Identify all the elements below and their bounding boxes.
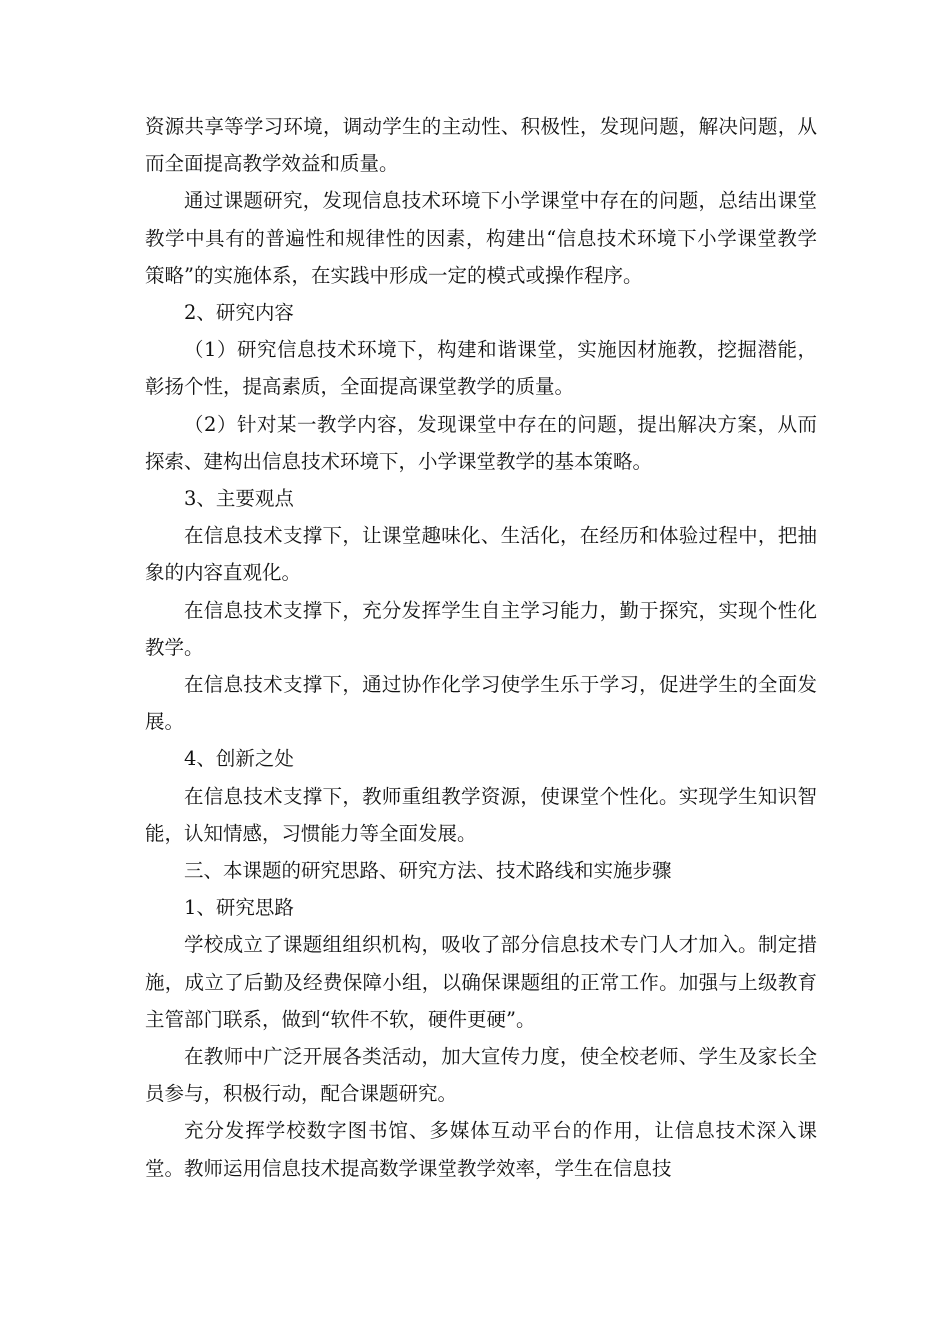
section-heading-content: 2、研究内容 <box>184 301 294 325</box>
paragraph: 在信息技术支撑下，充分发挥学生自主学习能力，勤于探究，实现个性化教学。 <box>145 598 817 659</box>
paragraph: 通过课题研究，发现信息技术环境下小学课堂中存在的问题，总结出课堂教学中具有的普遍性和规律性的因素，构建出“信息技术环境下小学课堂教学策略”的实施体系，在实践中形成一定的模式或操作程序。 <box>145 189 817 287</box>
paragraph: （2）针对某一教学内容，发现课堂中存在的问题，提出解决方案，从而探索、建构出信息技术环境下，小学课堂教学的基本策略。 <box>145 412 817 473</box>
section-heading-views: 3、主要观点 <box>184 487 294 511</box>
paragraph: 资源共享等学习环境，调动学生的主动性、积极性，发现问题，解决问题，从而全面提高教学效益和质量。 <box>145 115 817 176</box>
chapter-heading: 三、本课题的研究思路、研究方法、技术路线和实施步骤 <box>184 859 672 883</box>
paragraph: 在信息技术支撑下，让课堂趣味化、生活化，在经历和体验过程中，把抽象的内容直观化。 <box>145 524 817 585</box>
document-body <box>145 108 817 1187</box>
paragraph: 在教师中广泛开展各类活动，加大宣传力度，使全校老师、学生及家长全员参与，积极行动，配合课题研究。 <box>145 1045 817 1106</box>
section-heading-ideas: 1、研究思路 <box>184 896 294 920</box>
section-heading-innovation: 4、创新之处 <box>184 747 294 771</box>
paragraph: 充分发挥学校数字图书馆、多媒体互动平台的作用，让信息技术深入课堂。教师运用信息技术提高数学课堂教学效率，学生在信息技 <box>145 1119 817 1180</box>
paragraph: 学校成立了课题组组织机构，吸收了部分信息技术专门人才加入。制定措施，成立了后勤及经费保障小组，以确保课题组的正常工作。加强与上级教育主管部门联系，做到“软件不软，硬件更硬”。 <box>145 933 817 1031</box>
paragraph: （1）研究信息技术环境下，构建和谐课堂，实施因材施教，挖掘潜能，彰扬个性，提高素质，全面提高课堂教学的质量。 <box>145 338 817 399</box>
paragraph: 在信息技术支撑下，教师重组教学资源，使课堂个性化。实现学生知识智能，认知情感，习惯能力等全面发展。 <box>145 784 817 845</box>
paragraph: 在信息技术支撑下，通过协作化学习使学生乐于学习，促进学生的全面发展。 <box>145 673 817 734</box>
